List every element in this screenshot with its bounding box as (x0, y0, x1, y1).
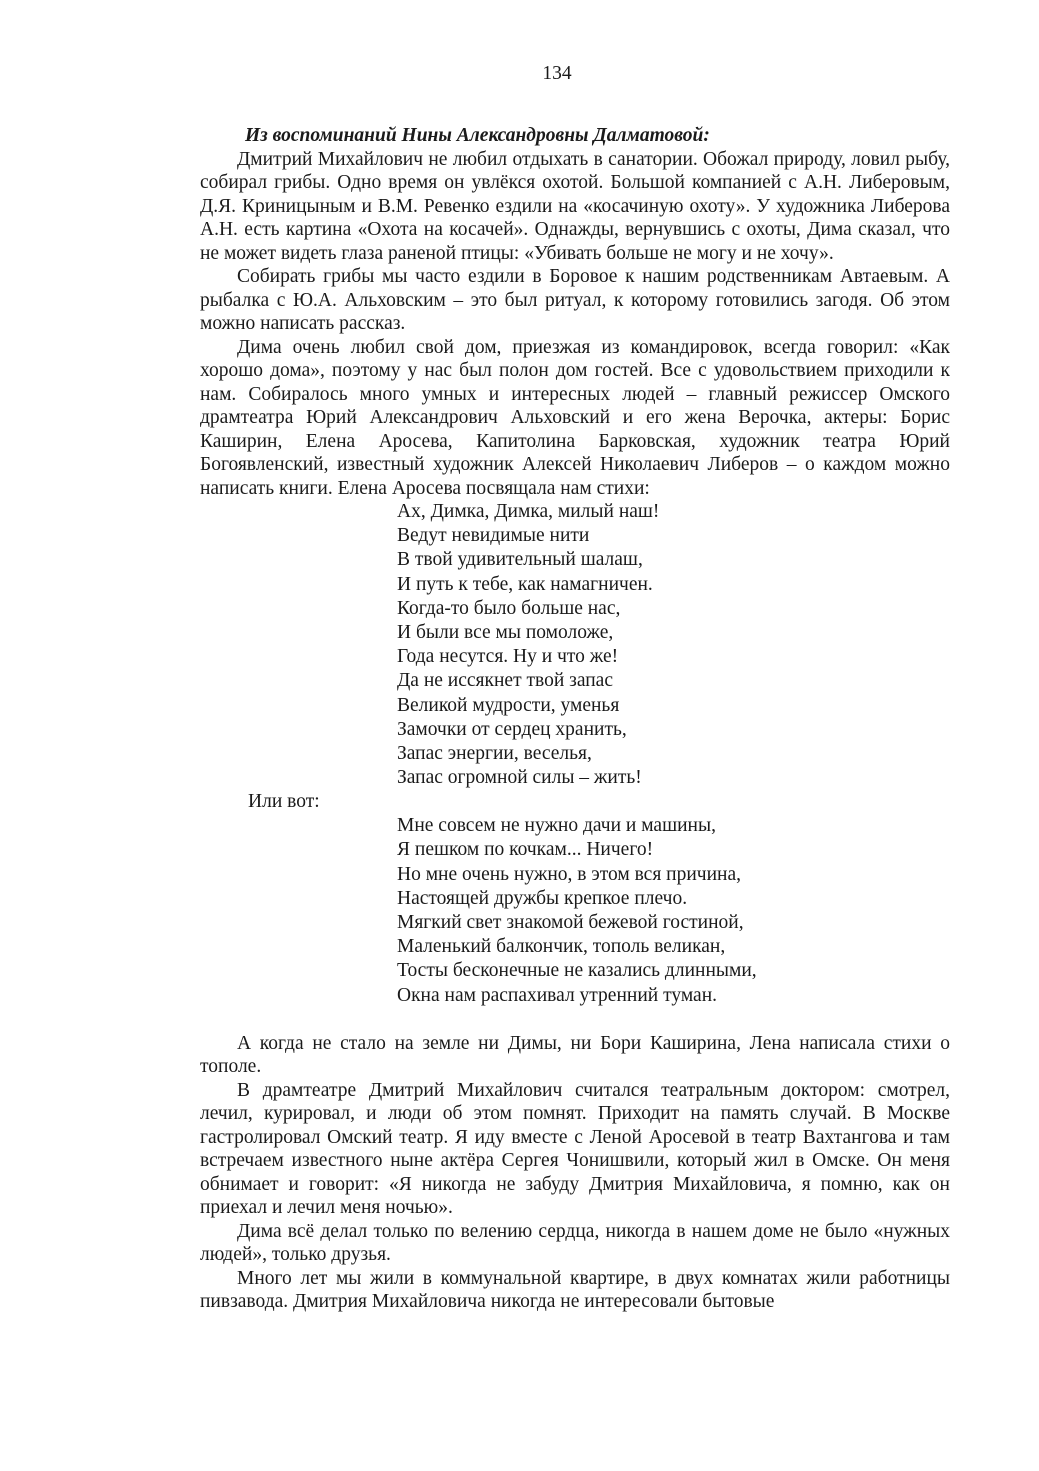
paragraph: В драмтеатре Дмитрий Михайлович считался театральным доктором: смотрел, лечил, курировал, и люди об этом помнят. Приходит на память случай. В Москве гастролировал Омский театр. Я иду вместе с Леной Аросевой в театр Вахтангова и там встречаем известного ныне актёра Сергея Чонишвили, который жил в Омске. Он меня обнимает и говорит: «Я никогда не забуду Дмитрия Михайловича, я помню, как он приехал и лечил меня ночью». (200, 1079, 950, 1219)
page-number: 134 (542, 63, 572, 84)
poem-intro: Или вот: (248, 791, 320, 813)
paragraph: Дима всё делал только по велению сердца, никогда в нашем доме не было «нужных людей», только друзья. (200, 1220, 950, 1266)
poem-line: Великой мудрости, уменья (397, 694, 620, 716)
poem-line: Я пешком по кочкам... Ничего! (397, 839, 654, 861)
poem-line: Ведут невидимые нити (397, 525, 590, 547)
paragraph: Собирать грибы мы часто ездили в Боровое к нашим родственникам Автаевым. А рыбалка с Ю.А. Альховским – это был ритуал, к которому готовились загодя. Об этом можно написать рассказ. (200, 266, 950, 334)
poem-line: Когда-то было больше нас, (397, 597, 621, 619)
poem-line: В твой удивительный шалаш, (397, 549, 643, 571)
spacer (200, 1008, 950, 1032)
poem-line: Запас огромной силы – жить! (397, 767, 642, 789)
paragraph: А когда не стало на земле ни Димы, ни Бори Каширина, Лена написала стихи о тополе. (200, 1032, 950, 1078)
poem-line: Мягкий свет знакомой бежевой гостиной, (397, 912, 744, 933)
poem-line: Окна нам распахивал утренний туман. (397, 984, 718, 1006)
section-heading: Из воспоминаний Нины Александровны Далматовой: (245, 125, 710, 146)
poem-line: И путь к тебе, как намагничен. (397, 573, 653, 595)
poem-line: Мне совсем не нужно дачи и машины, (397, 815, 716, 837)
poem-line: Да не иссякнет твой запас (397, 670, 613, 692)
paragraph: Дима очень любил свой дом, приезжая из командировок, всегда говорил: «Как хорошо дома», поэтому у нас был полон дом гостей. Все с удовольствием приходили к нам. Собиралось много умных и интересных людей – главный режиссер Омского драмтеатра Юрий Александрович Альховский и его жена Верочка, актеры: Борис Каширин, Елена Аросева, Капитолина Барковская, художник театра Юрий Богоявленский, известный художник Алексей Николаевич Либеров – о каждом можно написать книги. Елена Аросева посвящала нам стихи: (200, 336, 950, 499)
poem-line: Замочки от сердец хранить, (397, 718, 627, 740)
poem-line: Но мне очень нужно, в этом вся причина, (397, 863, 741, 885)
poem-line: Года несутся. Ну и что же! (397, 646, 619, 668)
paragraph: Много лет мы жили в коммунальной квартире, в двух комнатах жили работницы пивзавода. Дмитрия Михайловича никогда не интересовали бытовые (200, 1267, 950, 1313)
document-body (200, 124, 950, 1314)
paragraph: Дмитрий Михайлович не любил отдыхать в санатории. Обожал природу, ловил рыбу, собирал грибы. Одно время он увлёкся охотой. Большой компанией с А.Н. Либеровым, Д.Я. Криницыным и В.М. Ревенко ездили на «косачиную охоту». У художника Либерова А.Н. есть картина «Охота на косачей». Однажды, вернувшись с охоты, Дима сказал, что не может видеть глаза раненой птицы: «Убивать больше не могу и не хочу». (200, 148, 950, 264)
poem-second (200, 814, 950, 1008)
poem-first (200, 500, 950, 790)
poem-line: Настоящей дружбы крепкое плечо. (397, 887, 688, 909)
poem-line: Тосты бесконечные не казались длинными, (397, 960, 757, 982)
poem-line: Маленький балкончик, тополь великан, (397, 936, 726, 958)
poem-line: И были все мы помоложе, (397, 621, 614, 643)
poem-line: Запас энергии, веселья, (397, 742, 592, 764)
poem-line: Ах, Димка, Димка, милый наш! (397, 501, 660, 522)
